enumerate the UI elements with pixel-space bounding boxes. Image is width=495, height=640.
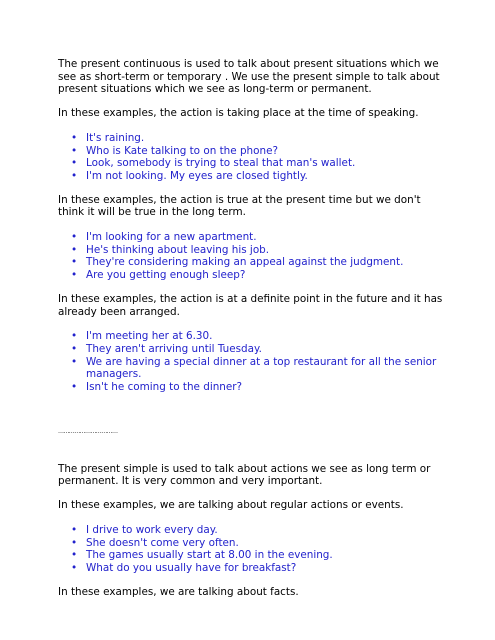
list-item — [58, 330, 443, 343]
bullet-icon: • — [71, 269, 78, 282]
list-item — [58, 524, 443, 537]
example-text: He's thinking about leaving his job. — [86, 243, 270, 256]
example-text: They're considering making an appeal against the judgment. — [86, 256, 404, 269]
bullet-icon: • — [71, 330, 78, 343]
group4-lead: In these examples, we are talking about regular actions or events. — [58, 499, 404, 512]
example-text: It's raining. — [86, 131, 145, 144]
example-text: I'm meeting her at 6.30. — [86, 330, 213, 343]
list-item — [58, 145, 443, 158]
section1-intro: The present continuous is used to talk about present situations which we see as short-term or temporary . We use the present simple to talk about present situations which we see as long-term or permanent. — [58, 58, 440, 96]
example-text: Look, somebody is trying to steal that man's wallet. — [86, 157, 356, 170]
bullet-icon: • — [71, 355, 78, 368]
section-gap — [58, 405, 443, 428]
list-item — [58, 157, 443, 170]
section2-intro: The present simple is used to talk about actions we see as long term or permanent. It is very common and very important. — [58, 462, 431, 488]
example-text: I'm looking for a new apartment. — [86, 231, 257, 244]
bullet-icon: • — [71, 561, 78, 574]
group1-example-list — [58, 132, 443, 183]
group3-lead: In these examples, the action is at a definite point in the future and it has already been arranged. — [58, 292, 443, 318]
list-item — [58, 269, 443, 282]
example-text: Are you getting enough sleep? — [86, 269, 246, 282]
example-text: We are having a special dinner at a top restaurant for all the senior managers. — [86, 355, 437, 381]
list-item — [58, 549, 443, 562]
list-item — [58, 537, 443, 550]
example-text: Isn't he coming to the dinner? — [86, 381, 243, 394]
group2-example-list — [58, 231, 443, 282]
bullet-icon: • — [71, 243, 78, 256]
list-item — [58, 170, 443, 183]
bullet-icon: • — [71, 536, 78, 549]
list-item — [58, 231, 443, 244]
list-item — [58, 381, 443, 394]
section2-trailing-lead: In these examples, we are talking about facts. — [58, 585, 299, 598]
bullet-icon: • — [71, 231, 78, 244]
example-text: She doesn't come very often. — [86, 536, 239, 549]
document-page — [58, 58, 443, 610]
dotted-separator: …………………………… — [58, 427, 118, 435]
group1-lead: In these examples, the action is taking place at the time of speaking. — [58, 107, 419, 120]
bullet-icon: • — [71, 381, 78, 394]
bullet-icon: • — [71, 342, 78, 355]
list-item — [58, 343, 443, 356]
bullet-icon: • — [71, 523, 78, 536]
list-item — [58, 256, 443, 269]
group3-example-list — [58, 330, 443, 394]
bullet-icon: • — [71, 256, 78, 269]
group4-example-list — [58, 524, 443, 575]
example-text: The games usually start at 8.00 in the evening. — [86, 549, 333, 562]
bullet-icon: • — [71, 169, 78, 182]
list-item — [58, 132, 443, 145]
example-text: What do you usually have for breakfast? — [86, 561, 297, 574]
bullet-icon: • — [71, 144, 78, 157]
example-text: I'm not looking. My eyes are closed tightly. — [86, 169, 308, 182]
list-item — [58, 562, 443, 575]
example-text: I drive to work every day. — [86, 523, 218, 536]
example-text: Who is Kate talking to on the phone? — [86, 144, 278, 157]
bullet-icon: • — [71, 157, 78, 170]
list-item — [58, 244, 443, 257]
bullet-icon: • — [71, 549, 78, 562]
bullet-icon: • — [71, 131, 78, 144]
list-item — [58, 356, 443, 381]
group2-lead: In these examples, the action is true at the present time but we don't think it will be true in the long term. — [58, 193, 421, 219]
example-text: They aren't arriving until Tuesday. — [86, 342, 262, 355]
